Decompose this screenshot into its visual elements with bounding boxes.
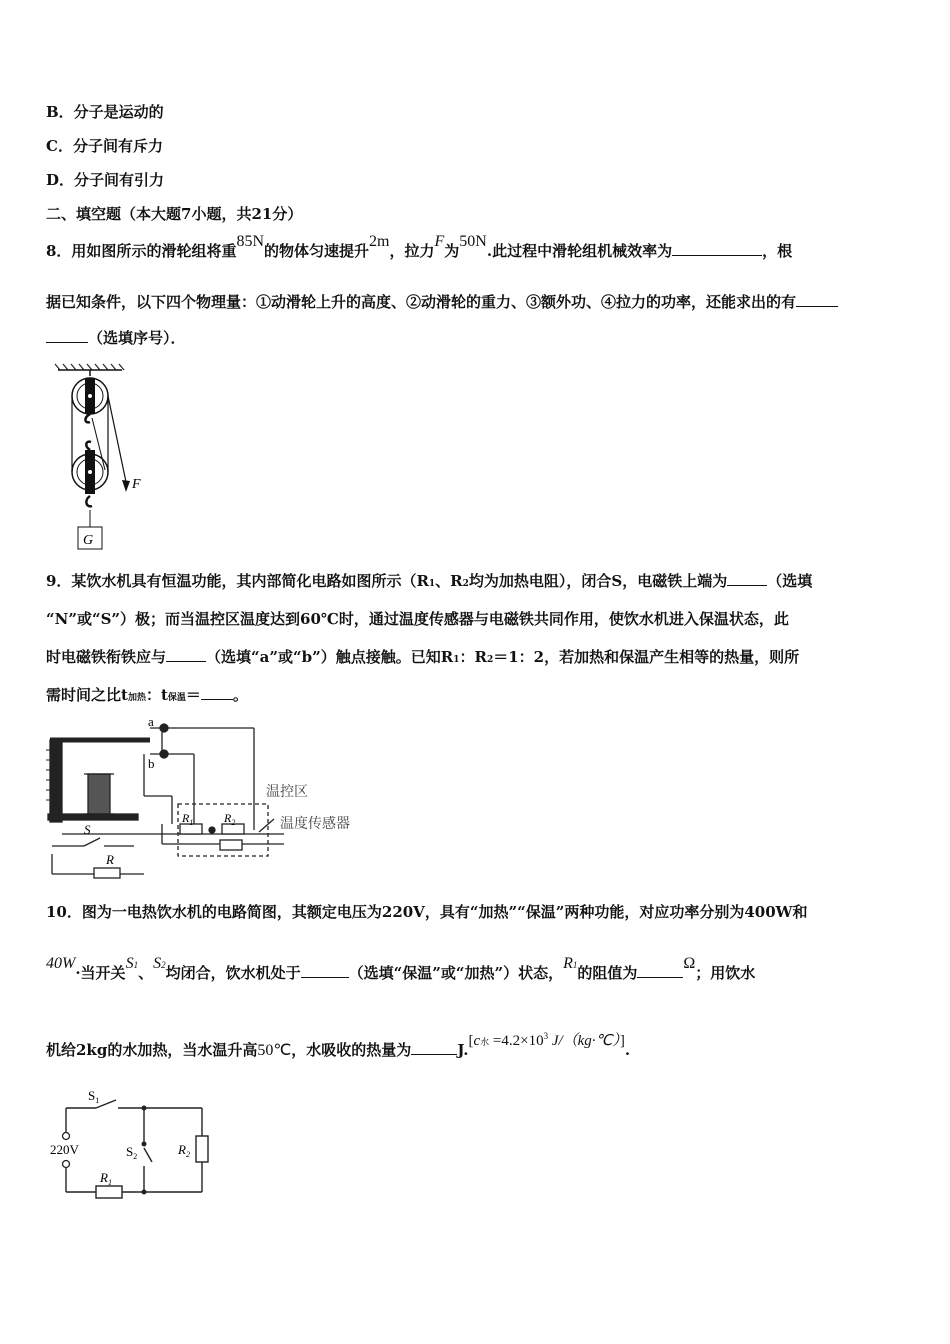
q10-blank-2[interactable]	[637, 963, 683, 978]
q10-line3	[46, 1031, 631, 1062]
q9-blank-2[interactable]	[166, 647, 206, 662]
q8-force: 50N	[459, 233, 487, 250]
q9-sub-2: 2	[462, 579, 469, 589]
q10-s1: S1	[125, 955, 139, 972]
relay-resistor-r: R	[106, 852, 114, 867]
q9-line3	[46, 647, 799, 670]
q10-blank-3[interactable]	[411, 1040, 457, 1055]
heater-circuit-figure	[44, 1088, 214, 1200]
pulley-label-F: F	[132, 477, 141, 492]
q9-line4	[46, 685, 248, 708]
q8-line3-text: （选填序号）．	[88, 329, 186, 347]
relay-sensor-label: 温度传感器	[280, 817, 350, 832]
q10-line3-c: J.	[457, 1041, 469, 1059]
q9-line3-d: ＝1：2，若加热和保温产生相等的热量，则所	[493, 648, 800, 666]
q10-s2: S2	[153, 955, 166, 972]
heater-s2: $S_2$	[126, 1144, 138, 1161]
q10-line2-d: （选填“保温”或“加热”）状态，	[348, 964, 564, 982]
q10-line3-end: .	[624, 1041, 631, 1059]
q9-line3-c: ：R	[459, 648, 487, 666]
q9-blank-1[interactable]	[727, 571, 767, 586]
q10-line2-a: ·当开关	[75, 964, 126, 982]
q8-blank-2a[interactable]	[796, 292, 838, 307]
q9-line2: “N”或“S”）极；而当温控区温度达到60℃时，通过温度传感器与电磁铁共同作用，使饮水机进入保温状态，此	[46, 610, 789, 628]
relay-contact-b: b	[148, 756, 155, 771]
q10-ohm: Ω	[683, 955, 696, 972]
q10-r1: R1	[563, 955, 578, 972]
relay-circuit-figure	[44, 714, 384, 886]
q9-sub-3: 1	[453, 655, 460, 665]
q9-line3-b: （选填“a”或“b”）触点接触。已知R	[206, 648, 454, 666]
relay-contact-a: a	[148, 714, 154, 729]
relay-r2: $R_2$	[224, 811, 236, 827]
q10-blank-1[interactable]	[301, 963, 349, 978]
q10-line2-c: 均闭合，饮水机处于	[165, 964, 301, 982]
q8-line1	[46, 233, 793, 262]
q8-blank-2b[interactable]	[46, 328, 88, 343]
q9-sub-keep: 保温	[167, 693, 186, 703]
heater-r1: $R_1$	[100, 1170, 112, 1187]
q8-force-symbol: F	[434, 233, 445, 250]
q9-line1-d: （选填	[767, 572, 813, 590]
q10-line2-b: 、	[138, 964, 154, 982]
q8-line2	[46, 292, 838, 312]
q9-line1	[46, 571, 812, 594]
section-heading: 二、填空题（本大题7小题，共21分）	[46, 205, 303, 223]
q10-line2	[46, 955, 756, 985]
q10-formula: [c水 $=4.2\times 10^3$ J/（kg·℃）]	[468, 1031, 625, 1049]
q10-power: 40W	[46, 955, 76, 972]
heater-s1: $S_1$	[88, 1088, 100, 1105]
q9-line1-a: 9．某饮水机具有恒温功能，其内部简化电路如图所示（R	[46, 572, 429, 590]
q10-line2-f: ；用饮水	[695, 964, 756, 982]
q9-sub-4: 2	[486, 655, 494, 665]
q9-line1-c: 均为加热电阻），闭合S，电磁铁上端为	[468, 572, 728, 590]
option-c: C．分子间有斥力	[46, 137, 163, 155]
q8-prefix: 8．用如图所示的滑轮组将重	[46, 242, 237, 260]
q8-text-e: ，根	[762, 242, 793, 260]
q9-sub-heat: 加热	[127, 693, 146, 703]
q9-line1-b: 、R	[435, 572, 463, 590]
pulley-figure	[50, 362, 160, 554]
q9-line4-c: ＝	[185, 686, 201, 704]
heater-r2: $R_2$	[178, 1142, 190, 1159]
q9-line4-a: 需时间之比t	[46, 686, 128, 704]
heater-voltage: 220V	[50, 1142, 79, 1157]
q9-sub-1: 1	[428, 579, 436, 589]
q8-line3	[46, 328, 186, 348]
q10-line3-b: ，水吸收的热量为	[291, 1041, 412, 1059]
q9-line4-d: 。	[232, 686, 248, 704]
relay-r1: $R_1$	[182, 811, 194, 827]
q8-height: 2m	[369, 233, 390, 250]
option-d: D．分子间有引力	[46, 171, 165, 189]
q8-line2-text: 据已知条件，以下四个物理量：①动滑轮上升的高度、②动滑轮的重力、③额外功、④拉力的功率，还能求出的有	[46, 293, 797, 311]
q8-text-a: 的物体匀速提升	[264, 242, 370, 260]
q9-line4-b: ：t	[145, 686, 168, 704]
q8-text-b: ，拉力	[389, 242, 435, 260]
option-b: B．分子是运动的	[46, 103, 164, 121]
q10-line2-e: 的阻值为	[577, 964, 638, 982]
relay-zone-label: 温控区	[266, 785, 308, 800]
q8-text-d: .此过程中滑轮组机械效率为	[486, 242, 673, 260]
pulley-label-G: G	[83, 533, 94, 548]
q9-blank-3[interactable]	[201, 685, 233, 700]
relay-switch-s: S	[84, 822, 91, 837]
q10-line1: 10．图为一电热饮水机的电路简图，其额定电压为220V，具有“加热”“保温”两种功能，对应功率分别为400W和	[46, 903, 808, 921]
q8-text-c: 为	[444, 242, 460, 260]
q9-line3-a: 时电磁铁衔铁应与	[46, 648, 167, 666]
q8-blank-1[interactable]	[672, 241, 762, 256]
q10-line3-a: 机给2kg的水加热，当水温升高	[46, 1041, 258, 1059]
q10-temp: 50℃	[257, 1042, 292, 1059]
q8-weight: 85N	[236, 233, 265, 250]
